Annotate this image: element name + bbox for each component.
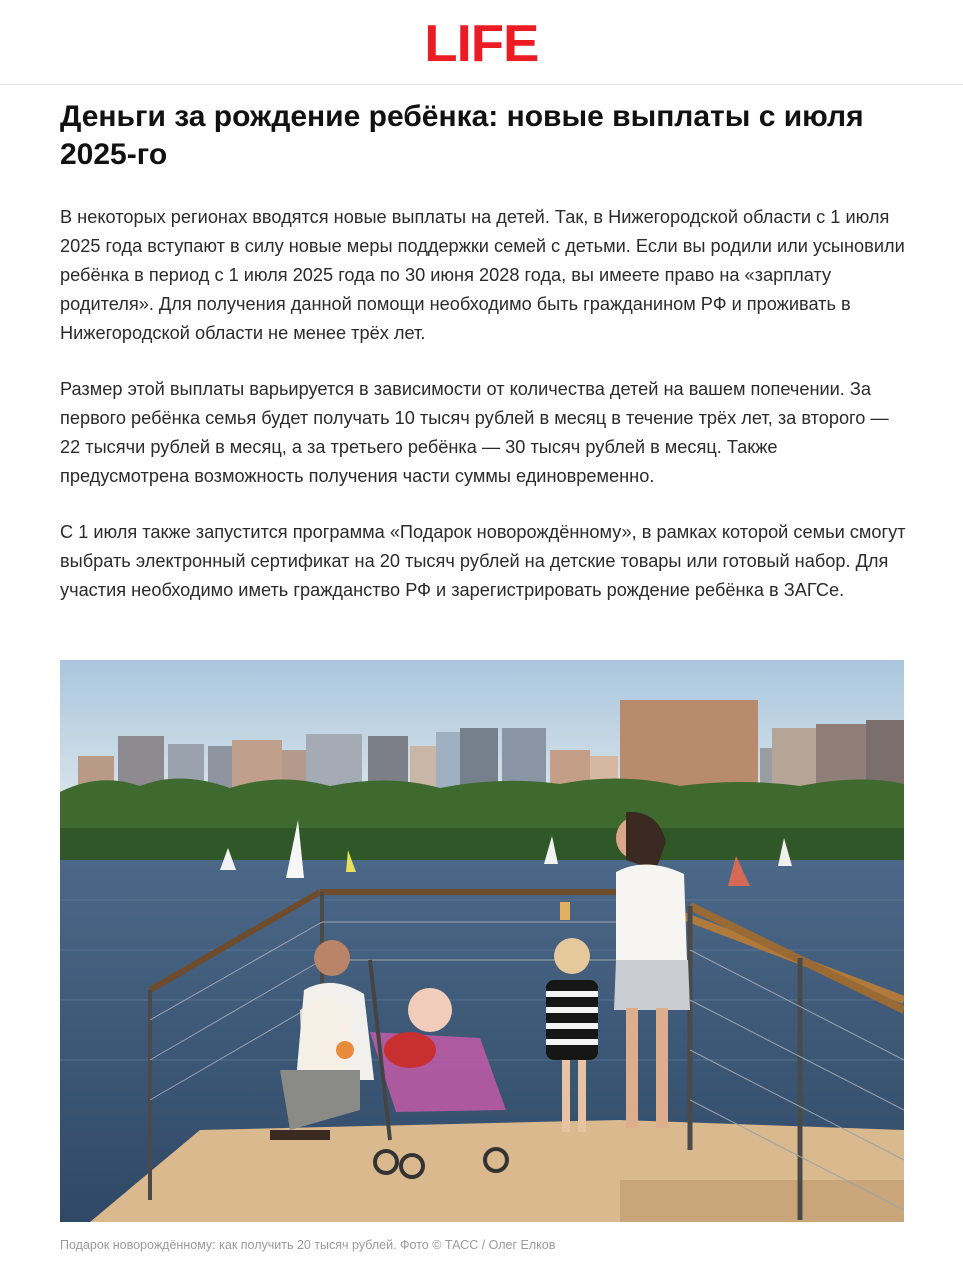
life-logo[interactable]: LIFE: [424, 15, 539, 73]
article-paragraph-1: В некоторых регионах вводятся новые выплаты на детей. Так, в Нижегородской области с 1 июля 2025 года вступают в силу новые меры поддержки семей с детьми. Если вы родили или усыновили ребёнка в период с 1 июля 2025 года по 30 июня 2028 года, вы имеете право на «зарплату родителя». Для получения данной помощи необходимо быть гражданином РФ и проживать в Нижегородской области не менее трёх лет.: [60, 207, 905, 343]
photo-caption: Подарок новорождённому: как получить 20 тысяч рублей. Фото © ТАСС / Олег Елков: [60, 1238, 556, 1252]
site-header: [0, 0, 963, 85]
article-paragraph-3: С 1 июля также запустится программа «Подарок новорождённому», в рамках которой семьи смогут выбрать электронный сертификат на 20 тысяч рублей на детские товары или готовый набор. Для участия необходимо иметь гражданство РФ и зарегистрировать рождение ребёнка в ЗАГСе.: [60, 522, 906, 600]
article-paragraph-2: Размер этой выплаты варьируется в зависимости от количества детей на вашем попечении. За первого ребёнка семья будет получать 10 тысяч рублей в месяц в течение трёх лет, за второго — 22 тысячи рублей в месяц, а за третьего ребёнка — 30 тысяч рублей в месяц. Также предусмотрена возможность получения части суммы единовременно.: [60, 379, 889, 486]
article-title: Деньги за рождение ребёнка: новые выплаты с июля 2025-го: [60, 100, 864, 171]
article-photo[interactable]: [60, 660, 904, 1222]
